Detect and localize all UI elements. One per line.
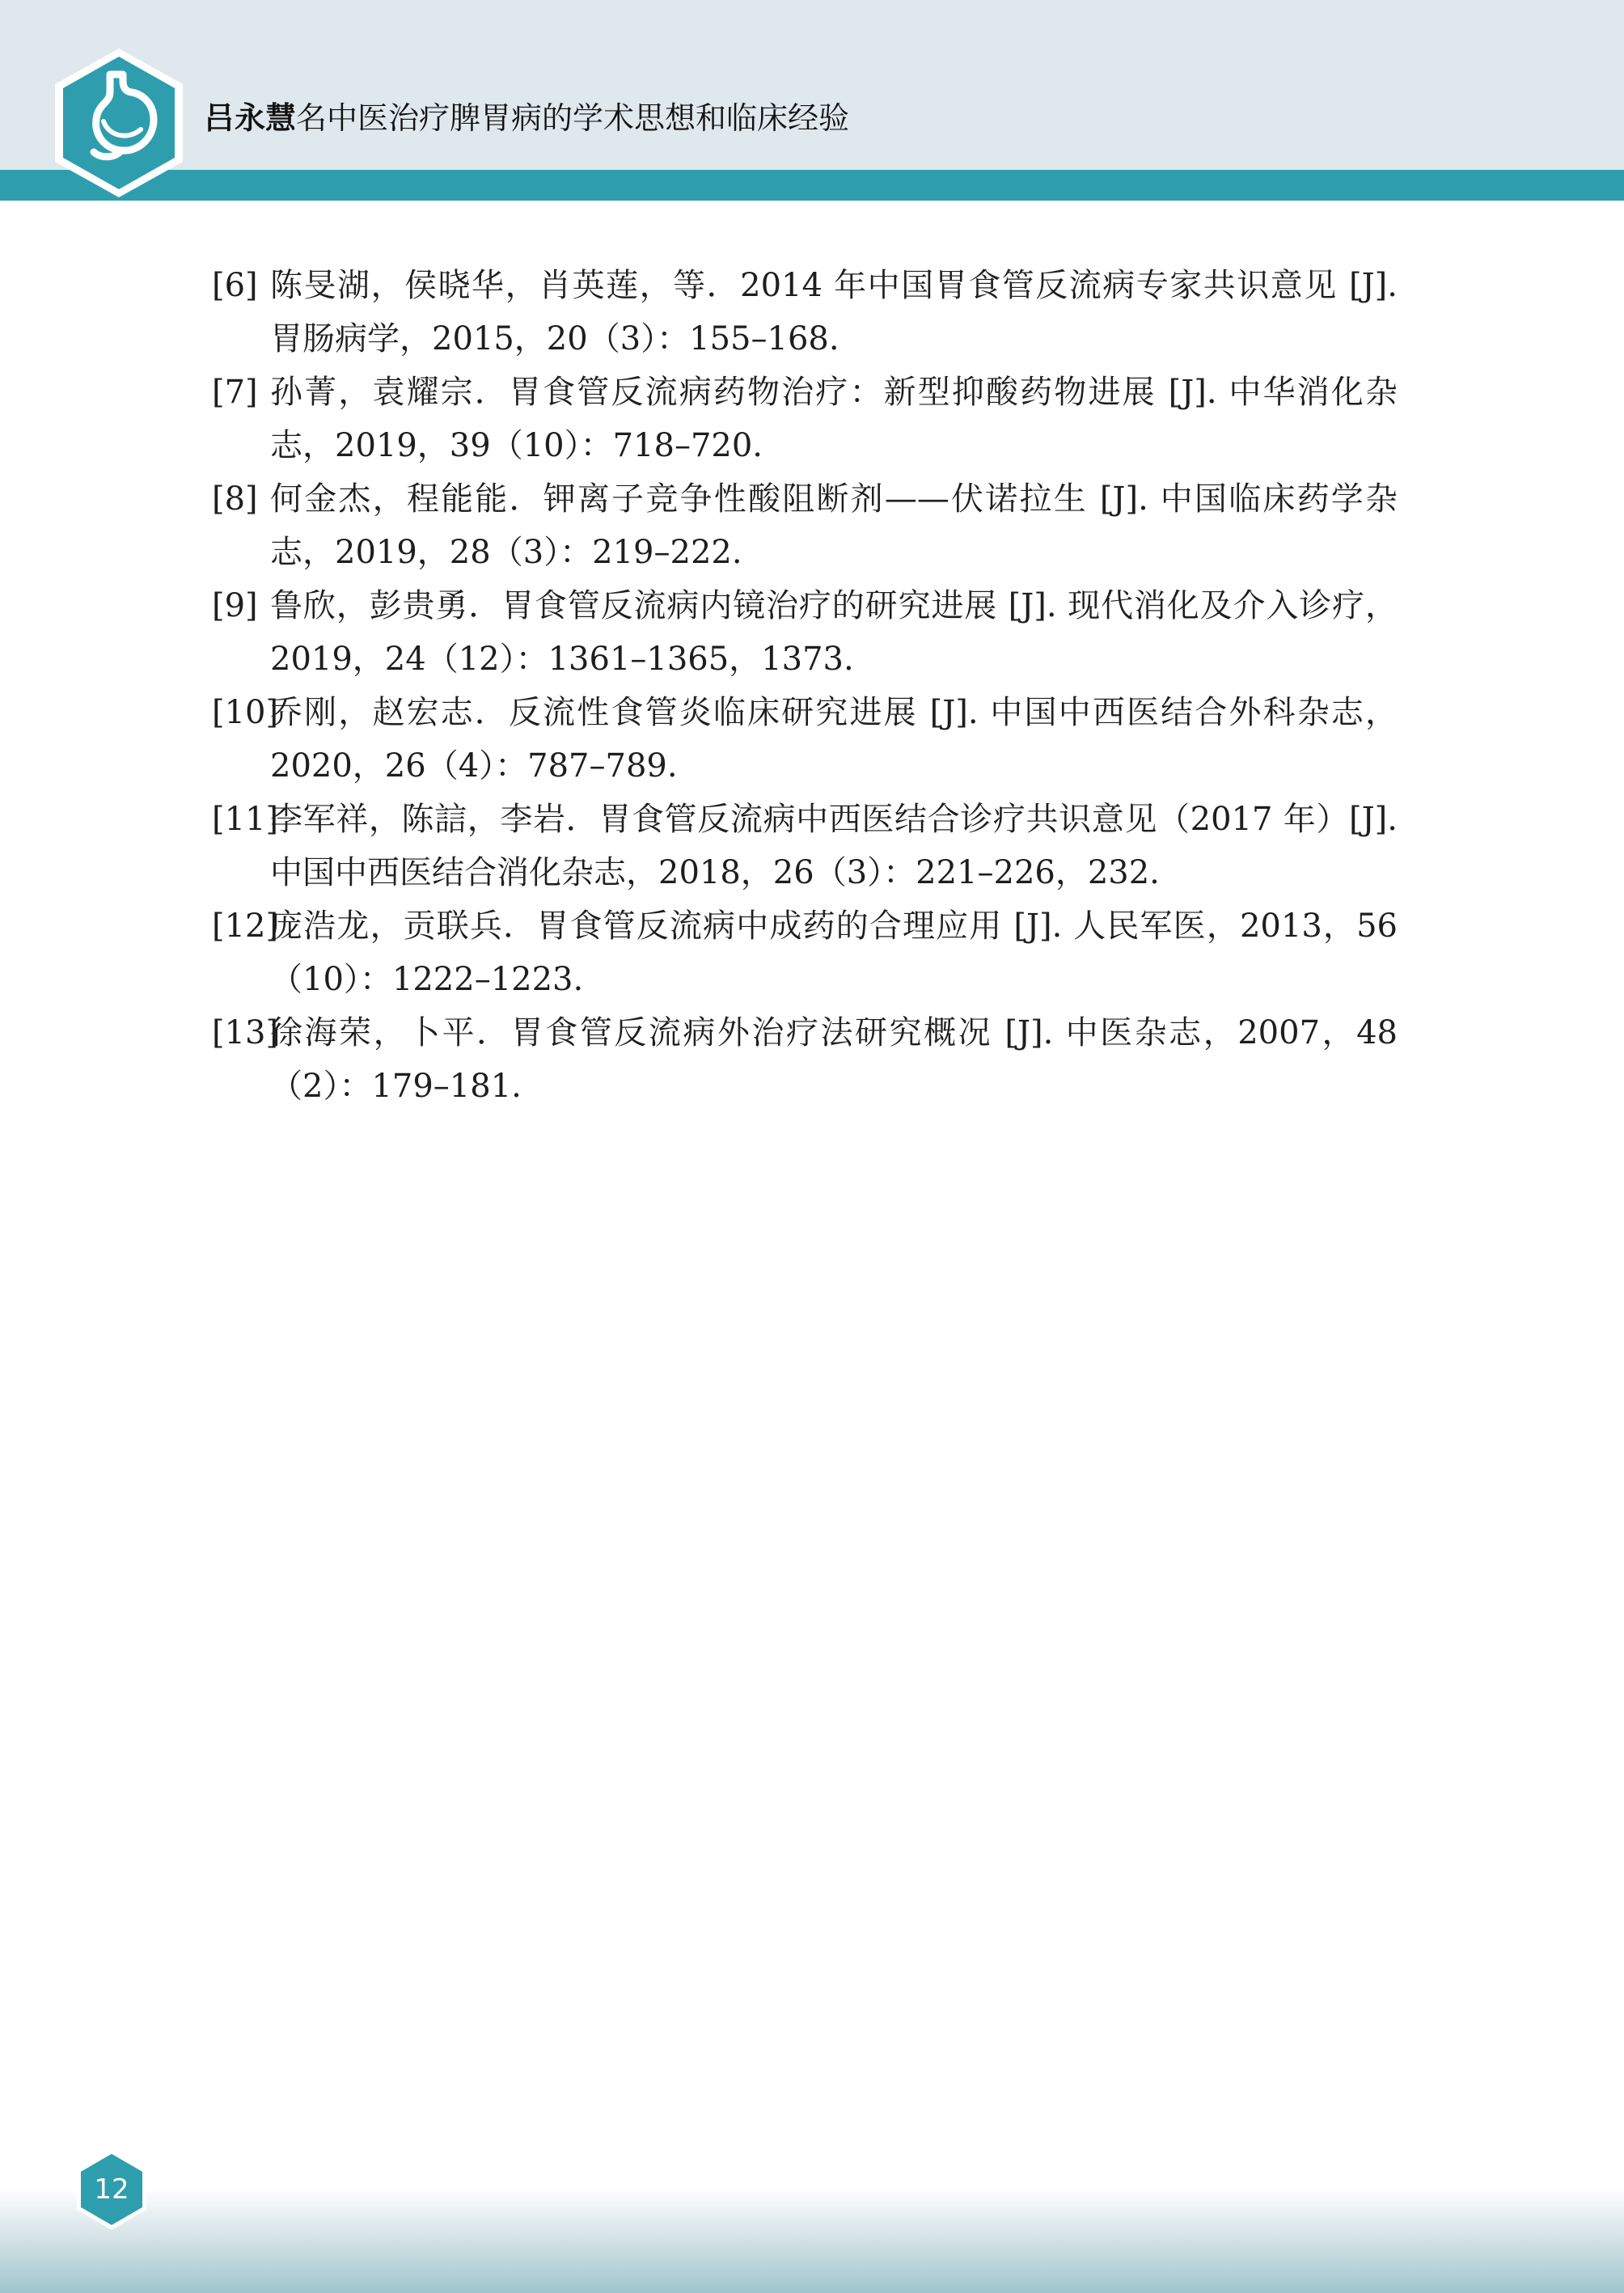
- reference-item: [212, 1006, 1398, 1113]
- header-title-bold: 吕永慧: [204, 100, 297, 136]
- reference-text: 李军祥，陈誩，李岩．胃食管反流病中西医结合诊疗共识意见（2017 年）[J]. 中国中西医结合消化杂志，2018，26（3）：221–226，232.: [270, 801, 1398, 891]
- reference-item: [212, 259, 1398, 366]
- reference-number: [12]: [212, 907, 279, 945]
- reference-item: [212, 686, 1398, 793]
- reference-text: 陈旻湖，侯晓华，肖英莲，等．2014 年中国胃食管反流病专家共识意见 [J]. 胃肠病学，2015，20（3）：155–168.: [270, 267, 1398, 357]
- header-stripe: [0, 170, 1624, 201]
- header-band: [0, 0, 1624, 171]
- reference-number: [10]: [212, 694, 279, 731]
- reference-list: [212, 259, 1398, 1113]
- reference-item: [212, 793, 1398, 899]
- page-number: 12: [94, 2173, 129, 2206]
- header-title-rest: 名中医治疗脾胃病的学术思想和临床经验: [296, 100, 850, 136]
- reference-item: [212, 579, 1398, 686]
- reference-number: [9]: [212, 587, 258, 624]
- reference-number: [8]: [212, 480, 258, 518]
- reference-text: 何金杰，程能能．钾离子竞争性酸阻断剂——伏诺拉生 [J]. 中国临床药学杂志，2019，28（3）：219–222.: [270, 480, 1398, 571]
- reference-item: [212, 899, 1398, 1006]
- running-header-title: [204, 95, 849, 141]
- reference-item: [212, 472, 1398, 579]
- reference-text: 徐海荣，卜平．胃食管反流病外治疗法研究概况 [J]. 中医杂志，2007，48（2）：179–181.: [270, 1014, 1398, 1105]
- reference-number: [11]: [212, 801, 279, 838]
- stomach-hexagon-icon: [50, 45, 188, 201]
- reference-text: 鲁欣，彭贵勇．胃食管反流病内镜治疗的研究进展 [J]. 现代消化及介入诊疗，2019，24（12）：1361–1365，1373.: [270, 587, 1398, 678]
- reference-text: 乔刚，赵宏志．反流性食管炎临床研究进展 [J]. 中国中西医结合外科杂志，2020，26（4）：787–789.: [270, 694, 1398, 785]
- reference-item: [212, 366, 1398, 472]
- reference-number: [13]: [212, 1014, 279, 1051]
- reference-number: [6]: [212, 267, 258, 304]
- reference-number: [7]: [212, 374, 258, 411]
- reference-text: 庞浩龙，贡联兵．胃食管反流病中成药的合理应用 [J]. 人民军医，2013，56（10）：1222–1223.: [270, 907, 1398, 998]
- reference-text: 孙菁，袁耀宗．胃食管反流病药物治疗：新型抑酸药物进展 [J]. 中华消化杂志，2019，39（10）：718–720.: [270, 374, 1398, 464]
- footer-band: [0, 2188, 1624, 2293]
